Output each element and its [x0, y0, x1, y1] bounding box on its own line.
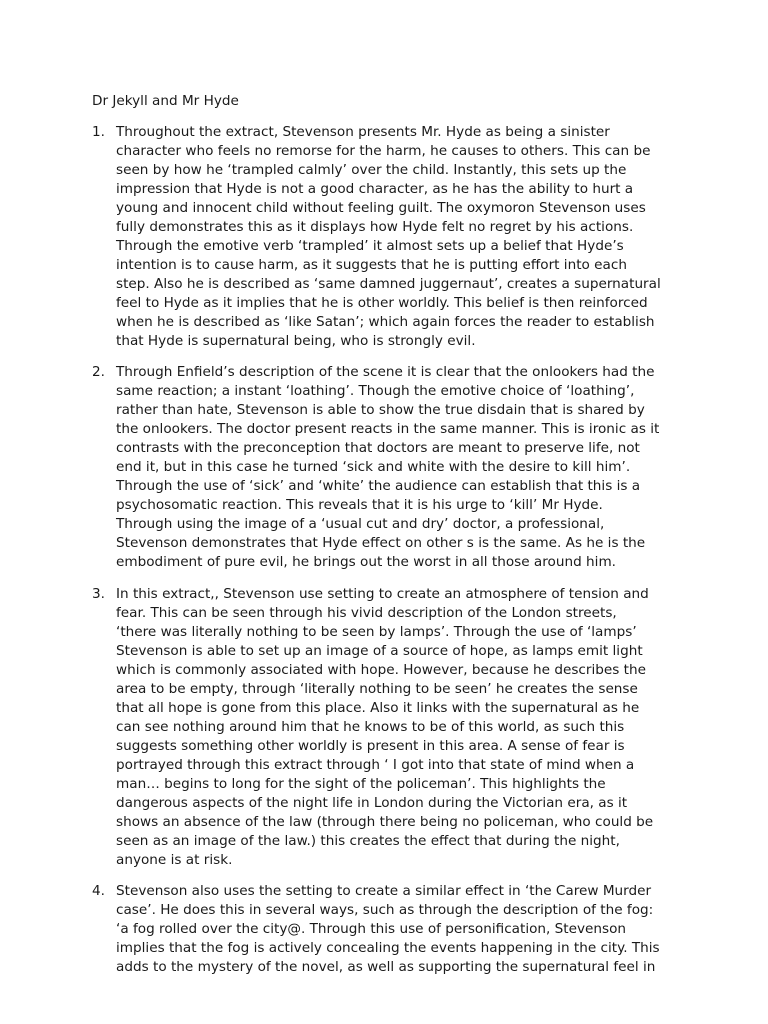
document-title: Dr Jekyll and Mr Hyde: [92, 93, 239, 109]
text-line: same reaction; a instant ‘loathing’. Though the emotive choice of ‘loathing’,: [116, 383, 635, 399]
text-line: step. Also he is described as ‘same damned juggernaut’, creates a supernatural: [116, 276, 661, 292]
text-line: Stevenson demonstrates that Hyde effect on other s is the same. As he is the: [116, 535, 646, 551]
text-line: feel to Hyde as it implies that he is other worldly. This belief is then reinforced: [116, 295, 648, 311]
paragraph-number: 4.: [92, 883, 105, 899]
text-line: contrasts with the preconception that doctors are meant to preserve life, not: [116, 440, 640, 456]
paragraph-text: [116, 363, 682, 572]
text-line: character who feels no remorse for the harm, he causes to others. This can be: [116, 143, 651, 159]
text-line: psychosomatic reaction. This reveals that it is his urge to ‘kill’ Mr Hyde.: [116, 497, 603, 513]
text-line: In this extract,, Stevenson use setting to create an atmosphere of tension and: [116, 586, 649, 602]
paragraph-number: 2.: [92, 364, 105, 380]
paragraph-text: [116, 123, 682, 351]
text-line: adds to the mystery of the novel, as well as supporting the supernatural feel in: [116, 959, 656, 975]
text-line: young and innocent child without feeling guilt. The oxymoron Stevenson uses: [116, 200, 646, 216]
text-line: area to be empty, through ‘literally nothing to be seen’ he creates the sense: [116, 681, 638, 697]
text-line: dangerous aspects of the night life in London during the Victorian era, as it: [116, 795, 628, 811]
text-line: Through the use of ‘sick’ and ‘white’ the audience can establish that this is a: [116, 478, 641, 494]
paragraph-text: [116, 882, 682, 977]
text-line: case’. He does this in several ways, such as through the description of the fog:: [116, 902, 654, 918]
text-line: seen as an image of the law.) this creates the effect that during the night,: [116, 833, 620, 849]
text-line: Stevenson also uses the setting to create a similar effect in ‘the Carew Murder: [116, 883, 652, 899]
text-line: impression that Hyde is not a good character, as he has the ability to hurt a: [116, 181, 634, 197]
text-line: Through using the image of a ‘usual cut and dry’ doctor, a professional,: [116, 516, 605, 532]
text-line: implies that the fog is actively concealing the events happening in the city. This: [116, 940, 660, 956]
text-line: can see nothing around him that he knows to be of this world, as such this: [116, 719, 625, 735]
text-line: embodiment of pure evil, he brings out the worst in all those around him.: [116, 554, 617, 570]
text-line: which is commonly associated with hope. However, because he describes the: [116, 662, 646, 678]
text-line: that Hyde is supernatural being, who is strongly evil.: [116, 333, 476, 349]
text-line: Through the emotive verb ‘trampled’ it almost sets up a belief that Hyde’s: [116, 238, 624, 254]
text-line: man… begins to long for the sight of the policeman’. This highlights the: [116, 776, 606, 792]
text-line: anyone is at risk.: [116, 852, 233, 868]
text-line: the onlookers. The doctor present reacts in the same manner. This is ironic as it: [116, 421, 660, 437]
text-line: that all hope is gone from this place. Also it links with the supernatural as he: [116, 700, 640, 716]
text-line: end it, but in this case he turned ‘sick and white with the desire to kill him’.: [116, 459, 631, 475]
text-line: ‘there was literally nothing to be seen by lamps’. Through the use of ‘lamps’: [116, 624, 637, 640]
text-line: suggests something other worldly is present in this area. A sense of fear is: [116, 738, 625, 754]
text-line: portrayed through this extract through ‘ I got into that state of mind when a: [116, 757, 635, 773]
text-line: fully demonstrates this as it displays how Hyde felt no regret by his actions.: [116, 219, 634, 235]
text-line: shows an absence of the law (through there being no policeman, who could be: [116, 814, 654, 830]
text-line: Stevenson is able to set up an image of a source of hope, as lamps emit light: [116, 643, 643, 659]
text-line: Through Enfield’s description of the scene it is clear that the onlookers had the: [116, 364, 655, 380]
text-line: seen by how he ‘trampled calmly’ over the child. Instantly, this sets up the: [116, 162, 627, 178]
text-line: when he is described as ‘like Satan’; which again forces the reader to establish: [116, 314, 655, 330]
paragraph-text: [116, 585, 682, 870]
text-line: ‘a fog rolled over the city@. Through this use of personification, Stevenson: [116, 921, 627, 937]
paragraph-number: 1.: [92, 124, 105, 140]
text-line: intention is to cause harm, as it suggests that he is putting effort into each: [116, 257, 627, 273]
text-line: rather than hate, Stevenson is able to show the true disdain that is shared by: [116, 402, 645, 418]
paragraph-number: 3.: [92, 586, 105, 602]
text-line: fear. This can be seen through his vivid description of the London streets,: [116, 605, 617, 621]
text-line: Throughout the extract, Stevenson presents Mr. Hyde as being a sinister: [116, 124, 610, 140]
